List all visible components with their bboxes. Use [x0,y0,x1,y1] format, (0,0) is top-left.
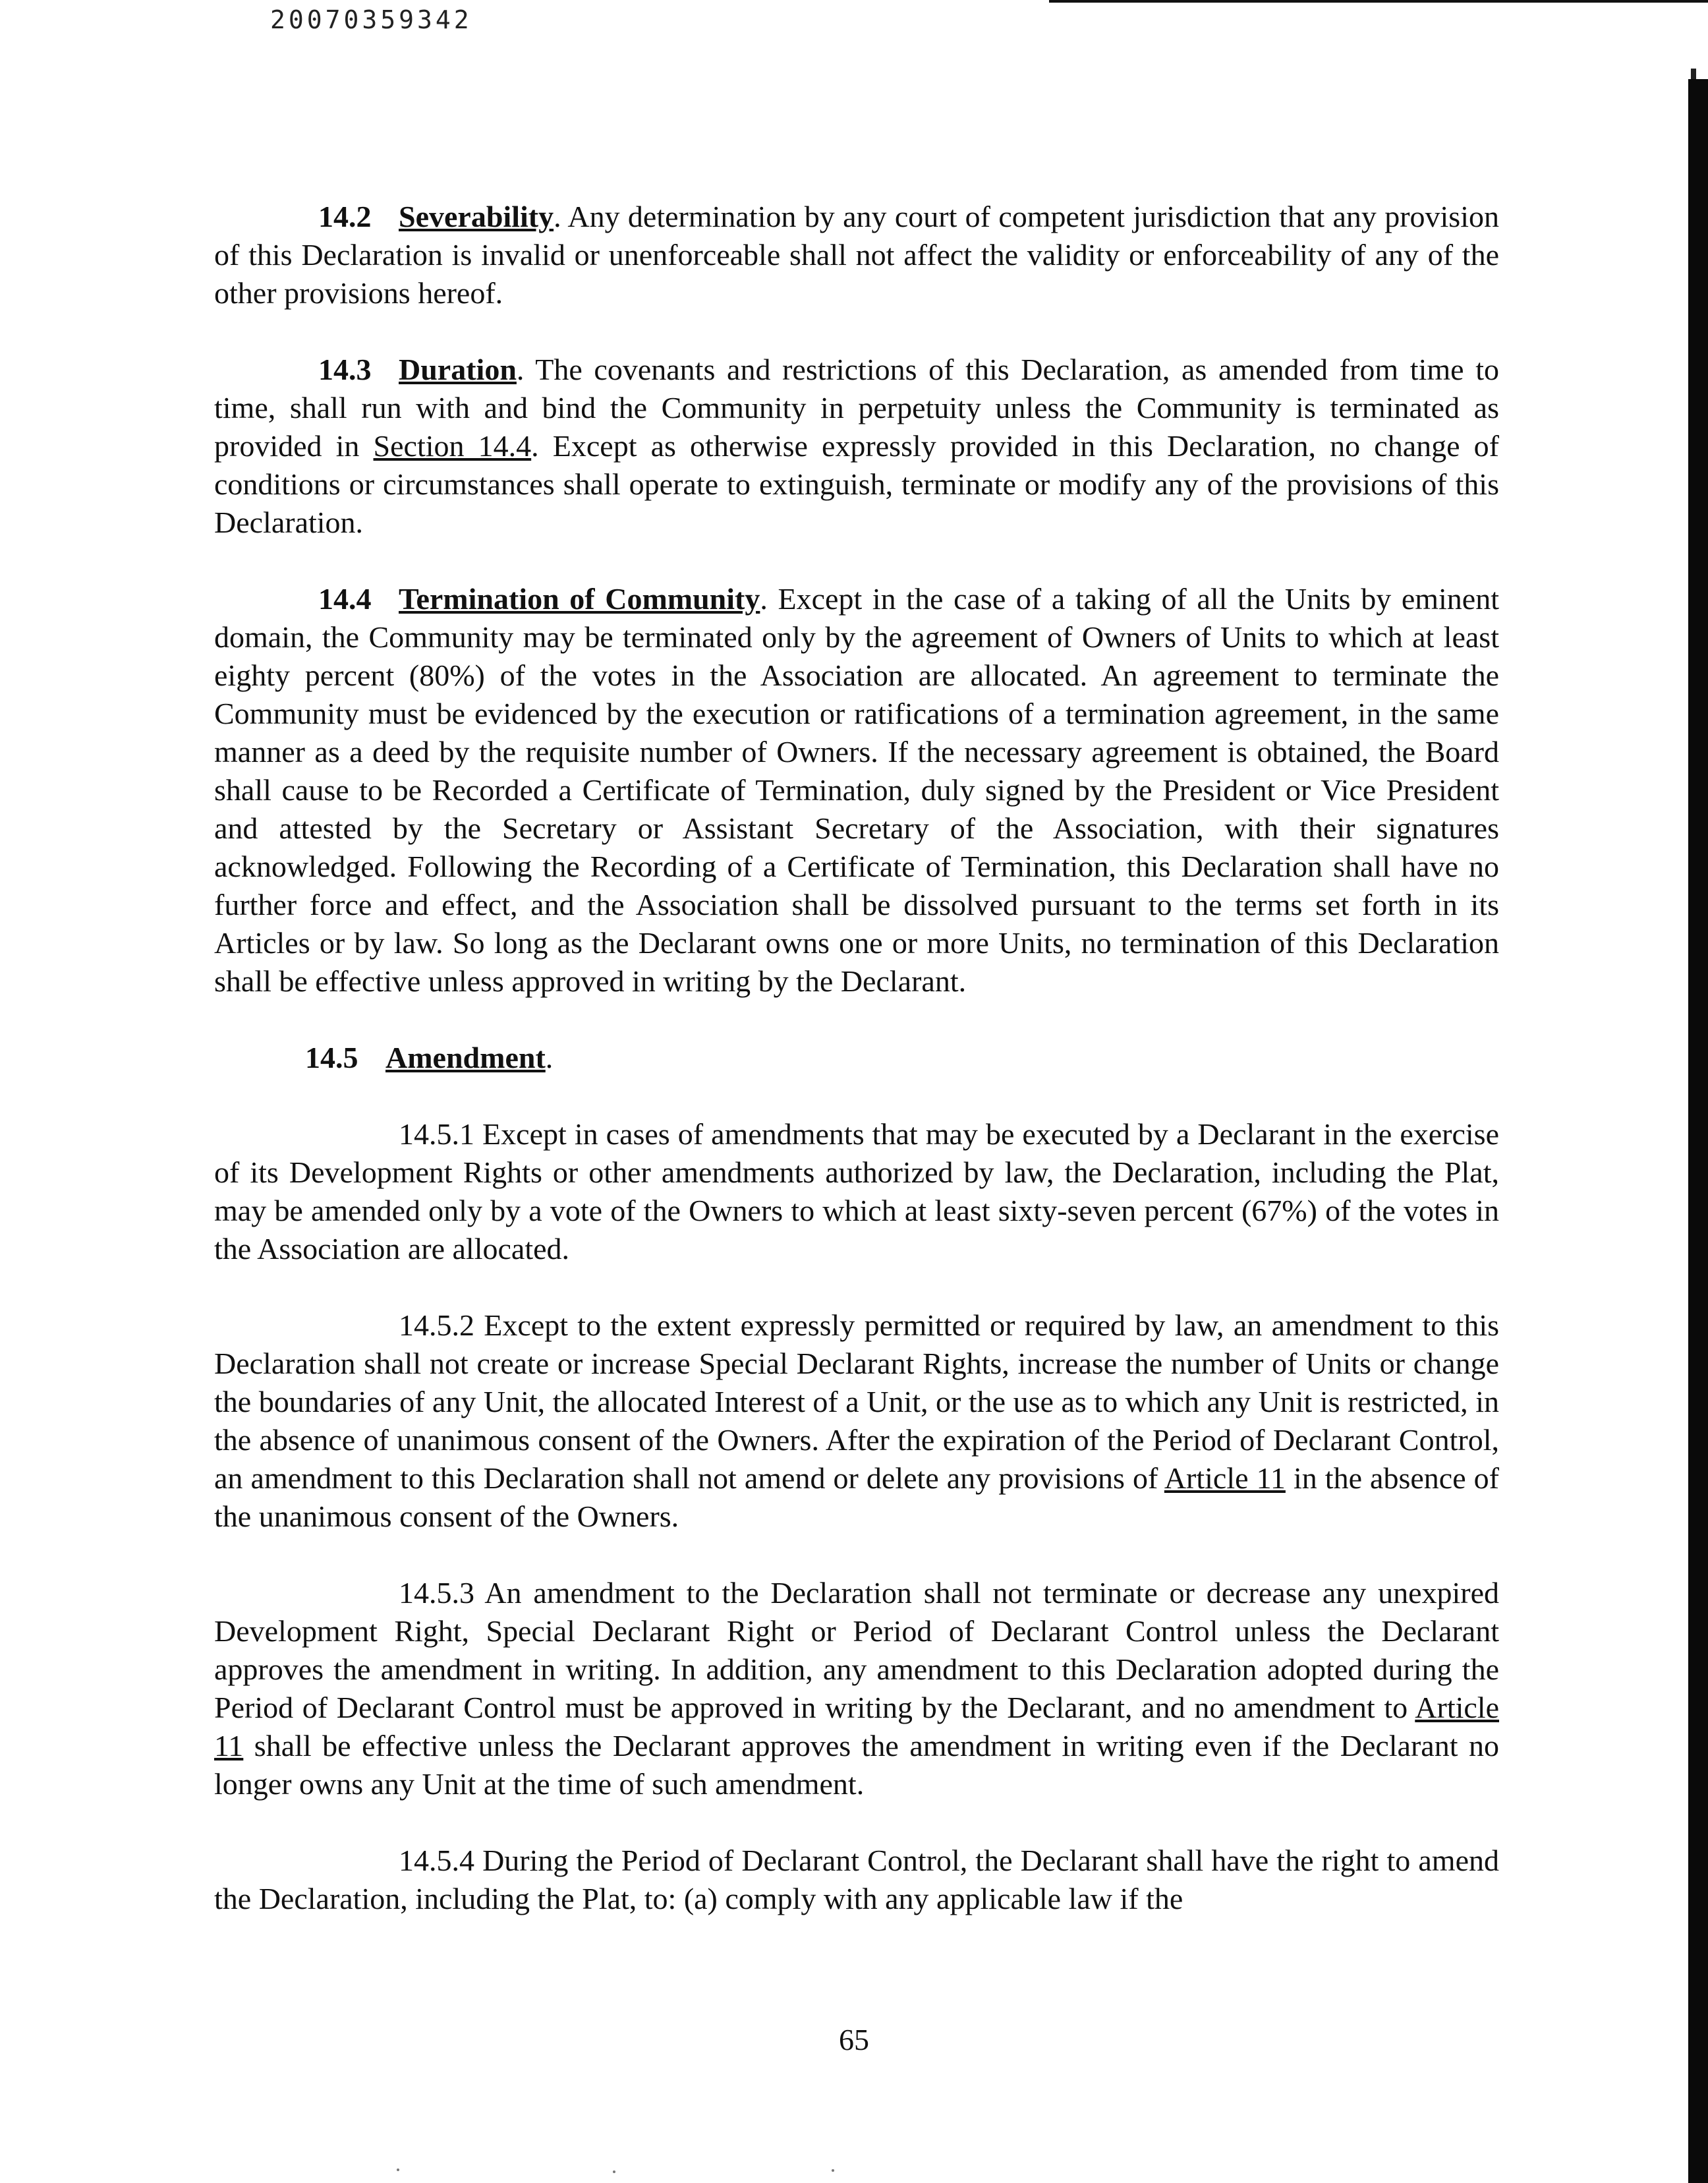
section-text: . The covenants and restrictions of this Declaration, as amended from time to time, shall run with and bind the Community in perpetuity unless the Community is terminated as provided in [214,353,1499,463]
section-title: Amendment [385,1041,546,1074]
section-title-tail: . [545,1041,554,1074]
section-14-3 [214,351,1499,542]
page-number: 65 [839,2023,869,2056]
section-14-5-2 [214,1306,1499,1536]
section-title: Severability [399,200,554,233]
subsection-text: 14.5.2 Except to the extent expressly permitted or required by law, an amendment to this Declaration shall not create or increase Special Declarant Rights, increase the number of Units or change the boundaries of any Unit, the allocated Interest of a Unit, or the use as to which any Unit is restricted, in the absence of unanimous consent of the Owners. After the expiration of the Period of Declarant Control, an amendment to this Declaration shall not amend or delete any provisions of [214,1308,1499,1495]
section-14-5-1 [214,1115,1499,1268]
scan-speck [832,2169,834,2172]
section-text: . Except in the case of a taking of all the Units by eminent domain, the Community may be terminated only by the agreement of Owners of Units to which at least eighty percent (80%) of the votes in the Association are allocated. An agreement to terminate the Community must be evidenced by the execution or ratifications of a termination agreement, in the same manner as a deed by the requisite number of Owners. If the necessary agreement is obtained, the Board shall cause to be Recorded a Certificate of Termination, duly signed by the President or Vice President and attested by the Secretary or Assistant Secretary of the Association, with their signatures acknowledged. Following the Recording of a Certificate of Termination, this Declaration shall have no further force and effect, and the Association shall be dissolved pursuant to the terms set forth in its Articles or by law. So long as the Declarant owns one or more Units, no termination of this Declaration shall be effective unless approved in writing by the Declarant. [214,582,1500,998]
subsection-text-continued: shall be effective unless the Declarant approves the amendment in writing even if the Declarant no longer owns any Unit at the time of such amendment. [214,1729,1499,1801]
section-number: 14.3 [318,353,372,386]
section-text: . Any determination by any court of competent jurisdiction that any provision of this Declaration is invalid or unenforceable shall not affect the validity or enforceability of any of the other provisions hereof. [214,200,1499,310]
scan-speck [613,2170,615,2173]
section-reference-link: Section 14.4 [373,429,532,463]
section-number: 14.5 [305,1041,358,1074]
section-number: 14.4 [318,582,372,616]
scan-speck [397,2168,399,2171]
section-14-5-heading [214,1039,1499,1077]
section-number: 14.2 [318,200,372,233]
subsection-text: 14.5.3 An amendment to the Declaration shall not terminate or decrease any unexpired Development Right, Special Declarant Right or Period of Declarant Control unless the Declarant approves the amendment in writing. In addition, any amendment to this Declaration adopted during the Period of Declarant Control must be approved in writing by the Declarant, and no amendment to [214,1576,1499,1724]
section-14-5-4 [214,1842,1499,1918]
section-title: Termination of Community [399,582,760,616]
section-text-continued: . Except as otherwise expressly provided in this Declaration, no change of conditions or circumstances shall operate to extinguish, terminate or modify any of the provisions of this Declaration. [214,429,1499,539]
top-edge-rule [1049,0,1708,3]
section-14-4 [214,580,1499,1001]
article-reference-link: Article 11 [214,1691,1499,1762]
section-14-2 [214,198,1499,312]
subsection-text-continued: in the absence of the unanimous consent of the Owners. [214,1461,1499,1533]
page-body [214,198,1499,1956]
section-14-5-3 [214,1574,1499,1803]
scan-edge-bar [1688,79,1708,2183]
document-number: 20070359342 [270,5,472,34]
subsection-text: 14.5.4 During the Period of Declarant Control, the Declarant shall have the right to amend the Declaration, including the Plat, to: (a) comply with any applicable law if the [214,1844,1499,1915]
subsection-text: 14.5.1 Except in cases of amendments that may be executed by a Declarant in the exercise of its Development Rights or other amendments authorized by law, the Declaration, including the Plat, may be amended only by a vote of the Owners to which at least sixty-seven percent (67%) of the votes in the Association are allocated. [214,1117,1499,1266]
section-title: Duration [399,353,517,386]
article-reference-link: Article 11 [1164,1461,1286,1495]
